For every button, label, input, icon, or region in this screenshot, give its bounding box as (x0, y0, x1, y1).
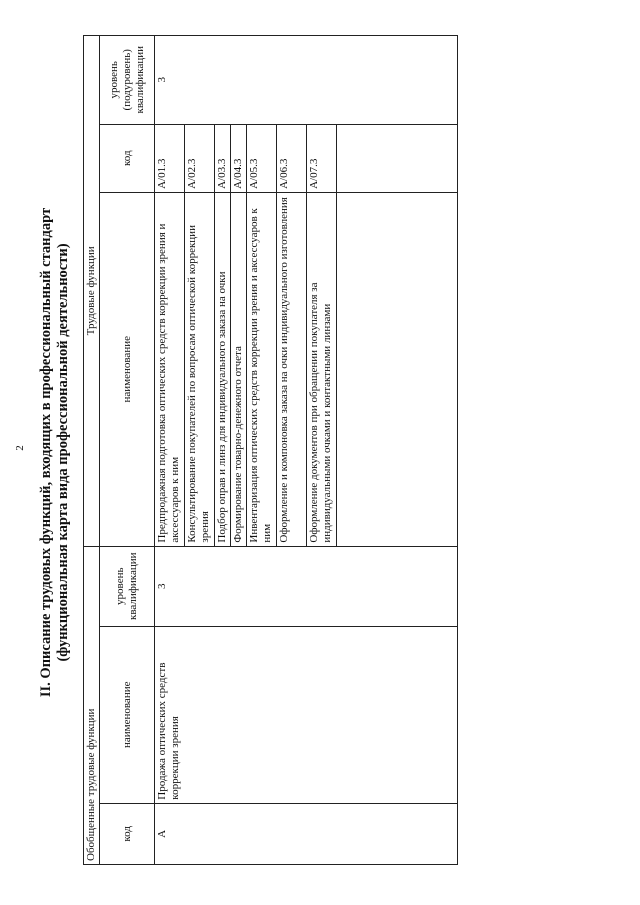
tf-code: А/01.3 (155, 124, 185, 192)
header-code: код (100, 803, 155, 864)
tf-code: А/04.3 (231, 124, 247, 192)
tf-name: Оформление и компоновка заказа на очки индивидуального изготовления (277, 192, 307, 546)
header-generalized-functions: Обобщенные трудовые функции (84, 546, 100, 864)
tf-code: А/03.3 (215, 124, 231, 192)
gf-level: 3 (155, 546, 458, 626)
gf-name: Продажа оптических средств коррекции зрения (155, 626, 458, 803)
gf-code: А (155, 803, 458, 864)
header-labor-functions: Трудовые функции (84, 36, 100, 547)
tf-name: Формирование товарно-денежного отчета (231, 192, 247, 546)
tf-name: Инвентаризация оптических средств коррекции зрения и аксессуаров к ним (247, 192, 277, 546)
header-tf-code: код (100, 124, 155, 192)
empty-cell (337, 192, 458, 546)
tf-name: Консультирование покупателей по вопросам оптической коррекции зрения (185, 192, 215, 546)
tf-level: 3 (155, 36, 458, 125)
title-line-2: (функциональная карта вида профессиональной деятельности) (55, 243, 71, 662)
tf-name: Подбор оправ и линз для индивидуального заказа на очки (215, 192, 231, 546)
page-number: 2 (14, 445, 26, 451)
header-tf-level: уровень (подуровень) квалификации (100, 36, 155, 125)
functional-map-table (83, 35, 458, 865)
title-line-1: II. Описание трудовых функций, входящих в профессиональный стандарт (38, 207, 54, 698)
tf-code: А/02.3 (185, 124, 215, 192)
empty-cell (337, 124, 458, 192)
header-name: наименование (100, 626, 155, 803)
tf-name: Предпродажная подготовка оптических средств коррекции зрения и аксессуаров к ним (155, 192, 185, 546)
tf-name: Оформление документов при обращении покупателя за индивидуальными очками и контактными линзами (307, 192, 337, 546)
header-tf-name: наименование (100, 192, 155, 546)
header-level: уровень квалификации (100, 546, 155, 626)
tf-code: А/06.3 (277, 124, 307, 192)
tf-code: А/05.3 (247, 124, 277, 192)
page-title (38, 0, 72, 905)
tf-code: А/07.3 (307, 124, 337, 192)
